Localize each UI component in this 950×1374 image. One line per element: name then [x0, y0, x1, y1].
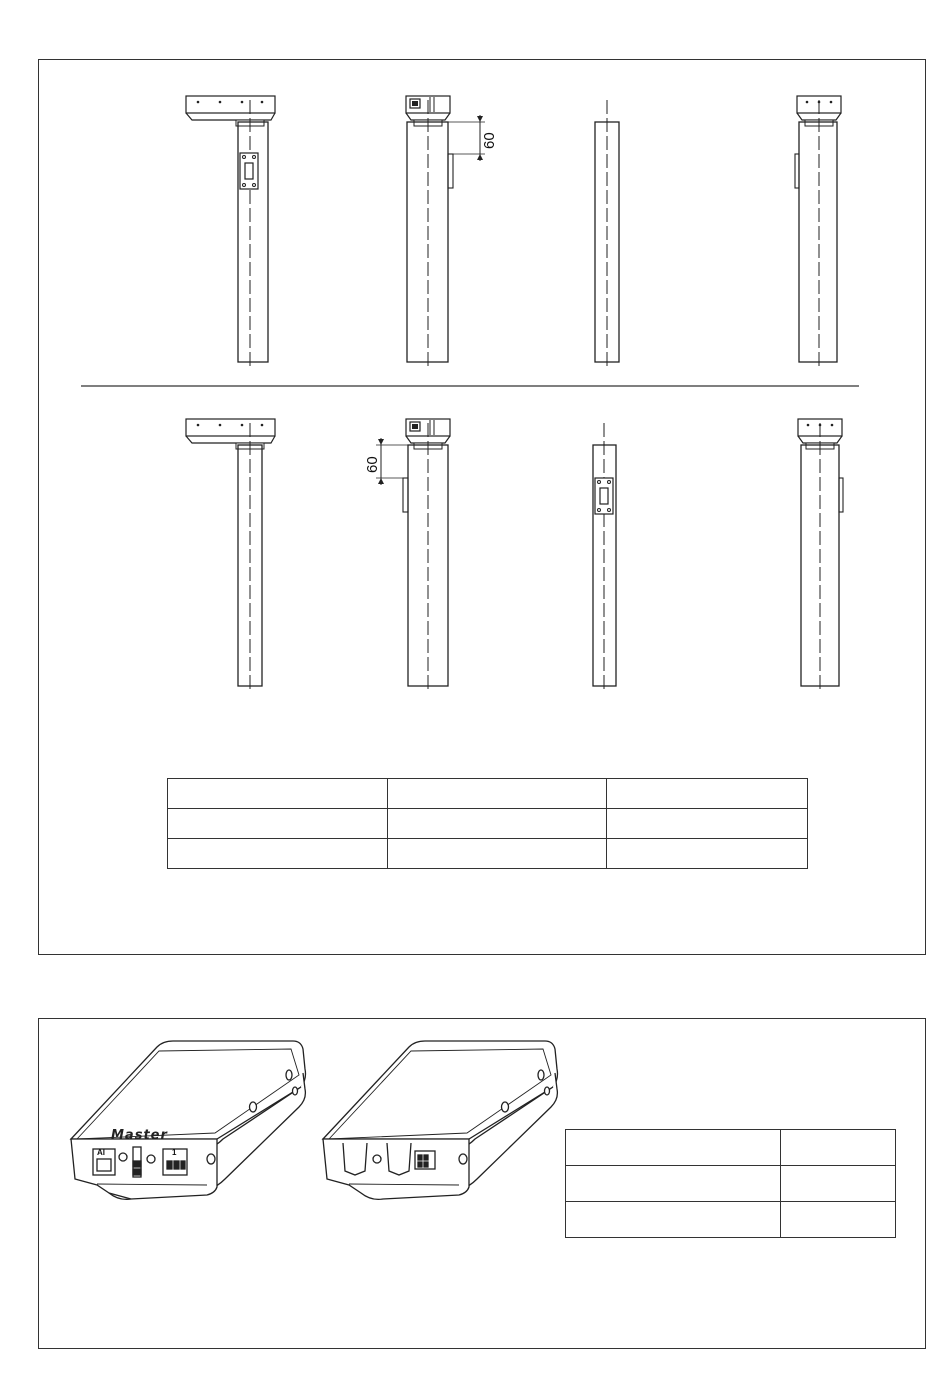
- table-cell: [388, 809, 607, 839]
- port-label-ai: AI: [97, 1148, 105, 1157]
- table-row: [566, 1130, 896, 1166]
- control-box-slave: [323, 1041, 558, 1199]
- table-row: [566, 1166, 896, 1202]
- table-cell: [168, 809, 388, 839]
- column-view-8: [798, 419, 843, 690]
- column-view-1: [186, 96, 275, 366]
- table-cell: [168, 779, 388, 809]
- table-cell: [388, 839, 607, 869]
- table-row: [566, 1202, 896, 1238]
- table-cell: [388, 779, 607, 809]
- column-view-6: [364, 419, 450, 690]
- column-view-4: [795, 96, 841, 366]
- table-cell: [566, 1166, 781, 1202]
- port-label-1: 1: [172, 1148, 177, 1157]
- table-cell: [781, 1130, 896, 1166]
- table-row: [168, 809, 808, 839]
- control-box-spec-table: [565, 1129, 896, 1238]
- column-view-3: [595, 96, 950, 366]
- table-row: [168, 779, 808, 809]
- table-cell: [607, 839, 808, 869]
- column-view-5: [186, 419, 275, 690]
- control-box-panel: [38, 1018, 926, 1349]
- master-logo-text: Master: [111, 1128, 168, 1143]
- table-cell: [607, 809, 808, 839]
- column-spec-table: [167, 778, 808, 869]
- dimension-label-60-top: 60: [481, 132, 498, 149]
- dimension-label-60-bottom: 60: [364, 456, 381, 473]
- table-cell: [607, 779, 808, 809]
- column-view-2: [406, 96, 498, 366]
- control-box-master: [71, 1041, 306, 1199]
- table-cell: [781, 1202, 896, 1238]
- table-cell: [566, 1202, 781, 1238]
- table-cell: [566, 1130, 781, 1166]
- table-row: [168, 839, 808, 869]
- column-view-7: [593, 419, 950, 690]
- table-cell: [168, 839, 388, 869]
- column-drawings-panel: [38, 59, 926, 955]
- table-cell: [781, 1166, 896, 1202]
